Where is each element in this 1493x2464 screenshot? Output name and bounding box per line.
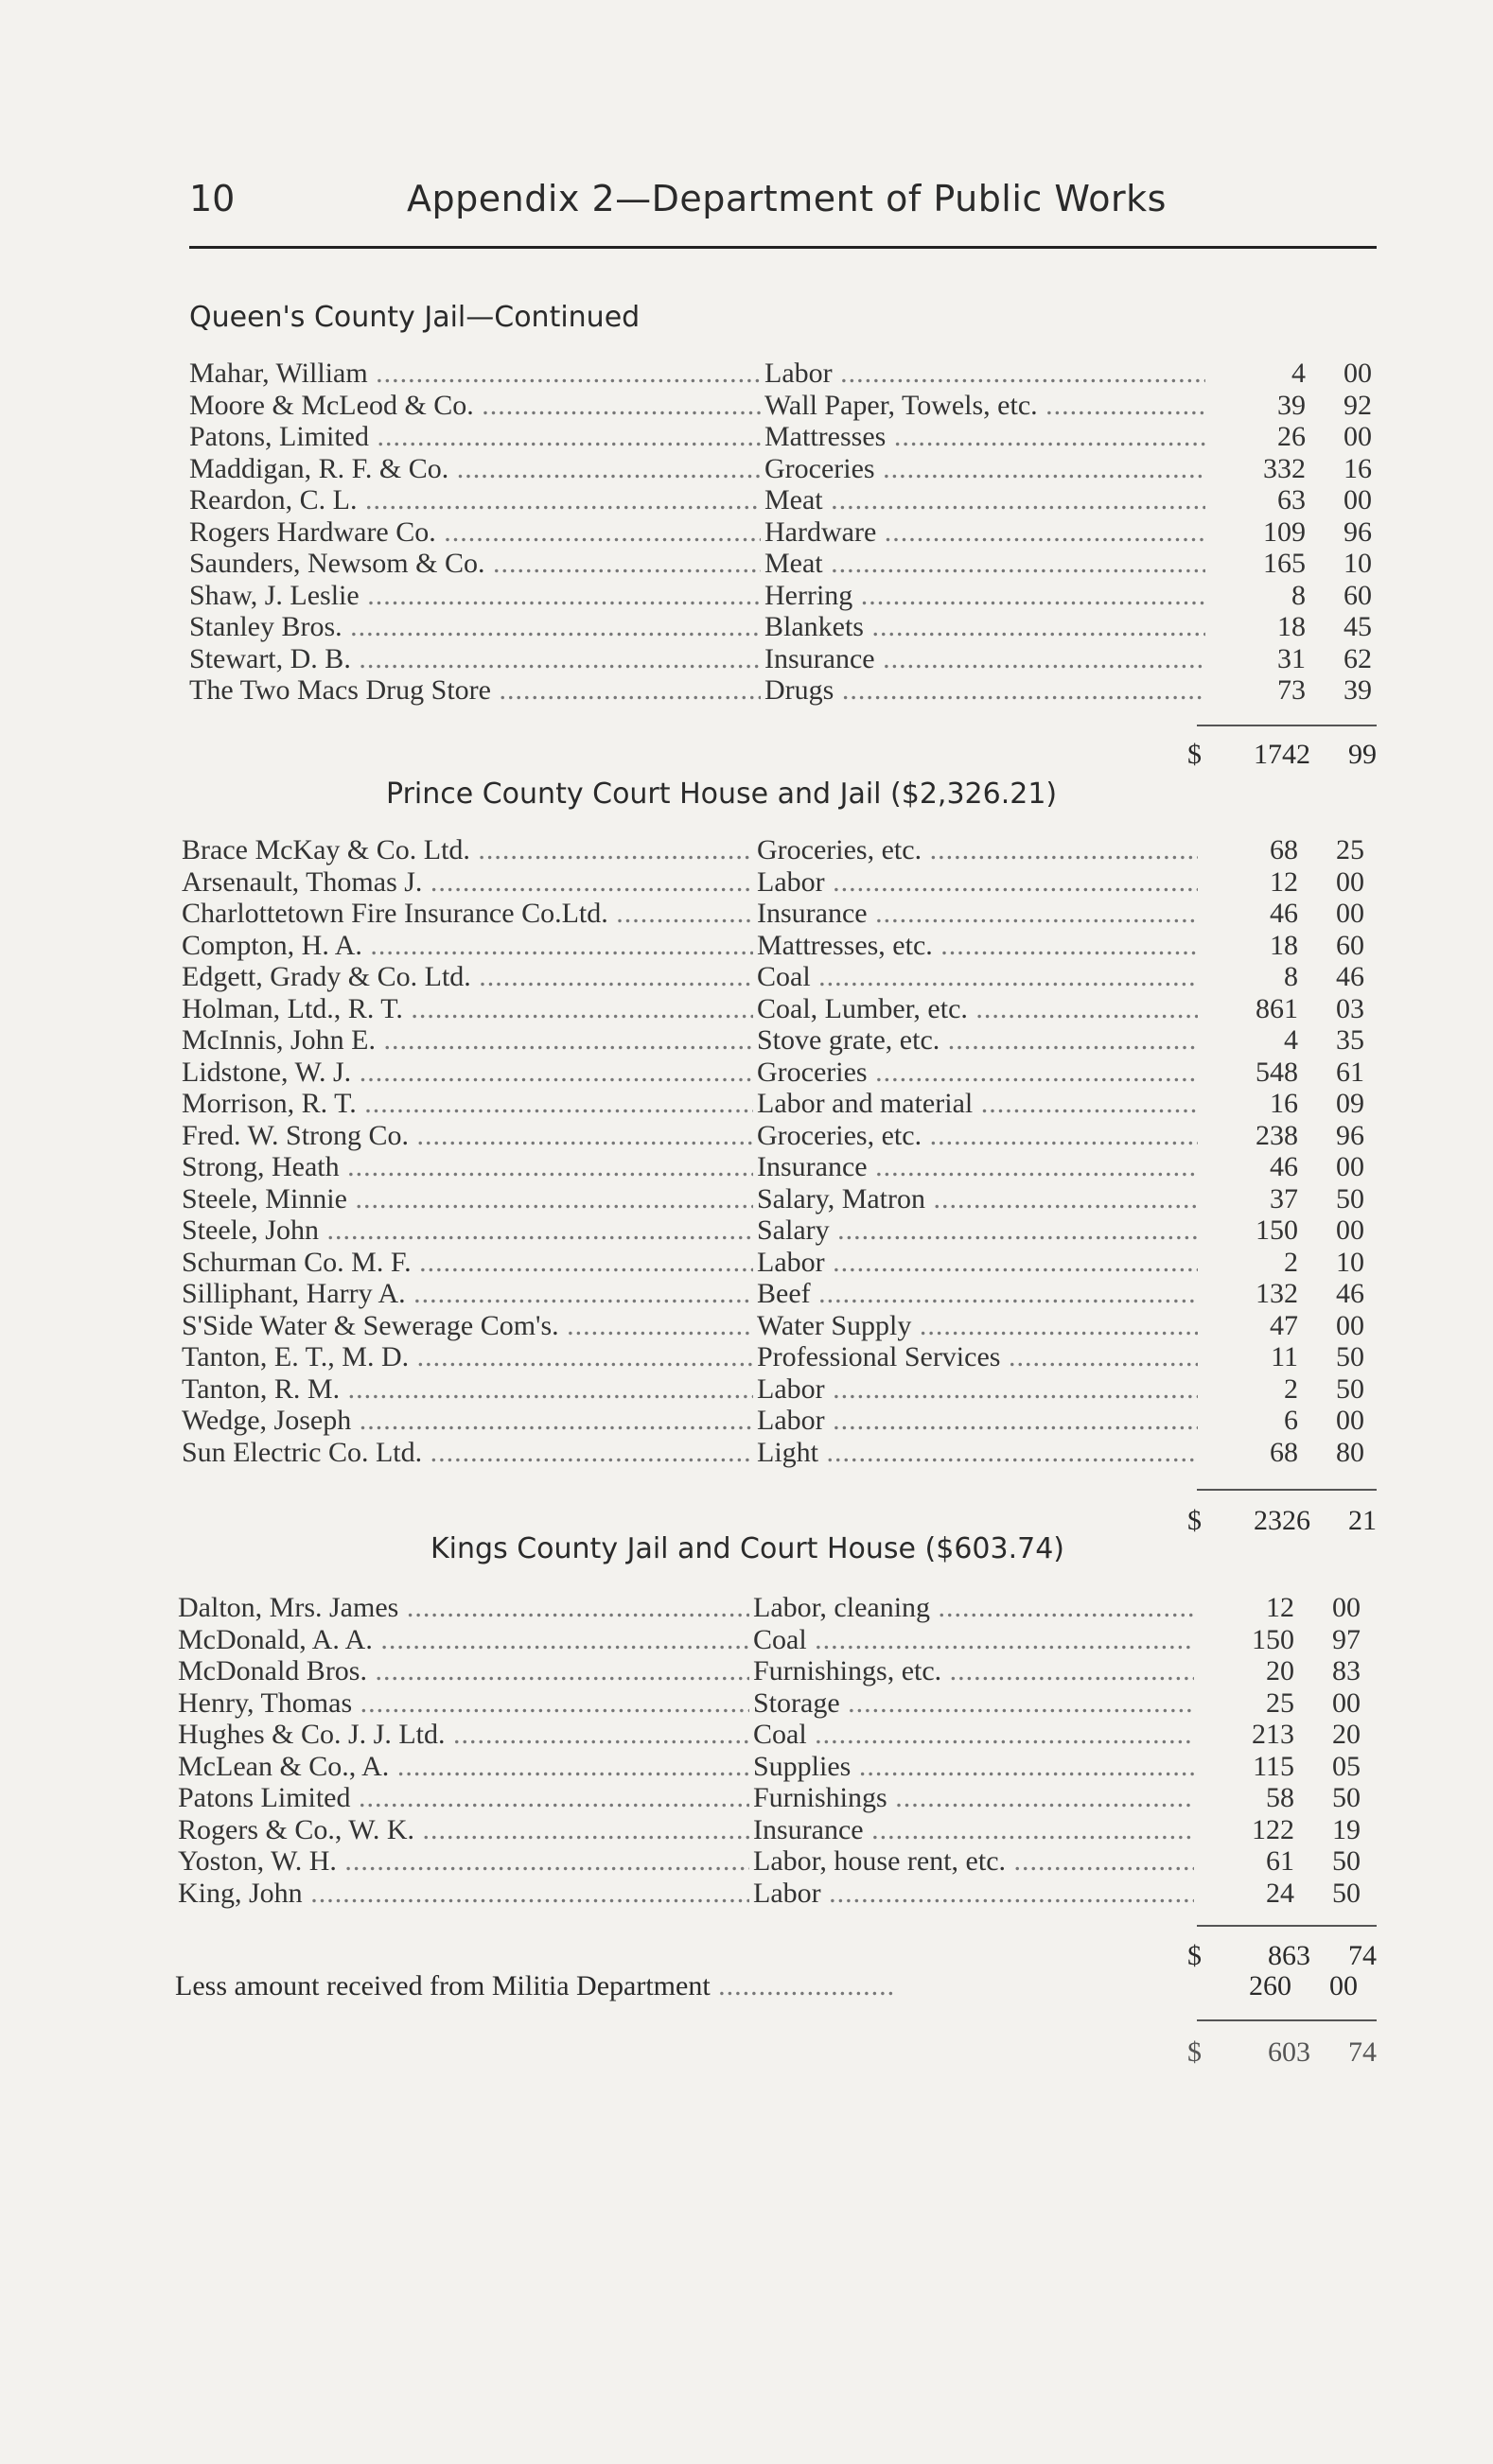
amount-dollars: 58	[1266, 1782, 1294, 1813]
payee-name: Compton, H. A. .....	[182, 930, 753, 962]
queens-heading: Queen's County Jail—Continued	[189, 301, 641, 334]
amount-dollars: 68	[1270, 834, 1298, 865]
ledger-row	[178, 1592, 1377, 1624]
ledger-row	[182, 961, 1377, 993]
expense-item: Labor and material .....	[757, 1088, 1198, 1120]
currency-sign: $	[1187, 1505, 1202, 1536]
amount-cents: 46	[1336, 961, 1364, 992]
amount-cents: 60	[1336, 929, 1364, 961]
amount-cents: 00	[1344, 358, 1372, 389]
ledger-row	[182, 1151, 1377, 1183]
payee-name: Steele, John .....	[182, 1215, 753, 1247]
expense-item: Labor, cleaning .....	[753, 1592, 1194, 1624]
amount-cents: 96	[1336, 1119, 1364, 1151]
payee-name: S'Side Water & Sewerage Com's. .....	[182, 1310, 753, 1342]
ledger-row	[182, 1341, 1377, 1373]
amount-cents: 83	[1332, 1655, 1361, 1686]
expense-item: Labor .....	[757, 1373, 1198, 1406]
amount-dollars: 109	[1263, 516, 1306, 548]
kings-total	[1187, 2036, 1377, 2070]
deduction-dollars: 260	[1249, 1970, 1291, 2001]
amount-cents: 05	[1332, 1750, 1361, 1782]
ledger-row	[182, 1057, 1377, 1089]
amount-cents: 96	[1344, 516, 1372, 548]
expense-item: Blankets .....	[764, 611, 1205, 643]
page-header	[189, 178, 1377, 235]
amount-dollars: 68	[1270, 1436, 1298, 1468]
amount-dollars: 2	[1284, 1246, 1298, 1278]
amount-cents: 50	[1332, 1782, 1361, 1813]
amount-dollars: 213	[1252, 1719, 1294, 1750]
expense-item: Drugs .....	[764, 674, 1205, 707]
amount-cents: 00	[1344, 484, 1372, 516]
ledger-row	[182, 834, 1377, 866]
amount-dollars: 548	[1256, 1056, 1298, 1088]
payee-name: Sun Electric Co. Ltd. .....	[182, 1437, 753, 1469]
ledger-row	[178, 1878, 1377, 1910]
total-dollars: 603	[1268, 2036, 1310, 2068]
amount-cents: 50	[1332, 1845, 1361, 1877]
militia-deduction-row	[175, 1969, 1377, 2003]
ledger-row	[182, 1120, 1377, 1152]
amount-dollars: 8	[1291, 579, 1306, 611]
ledger-row	[182, 1373, 1377, 1406]
amount-dollars: 63	[1277, 484, 1306, 516]
expense-item: Labor .....	[764, 358, 1205, 390]
amount-cents: 60	[1344, 579, 1372, 611]
kings-subtotal-rule	[1197, 1925, 1377, 1927]
payee-name: Steele, Minnie .....	[182, 1183, 753, 1215]
payee-name: Morrison, R. T. .....	[182, 1088, 753, 1120]
payee-name: McInnis, John E. .....	[182, 1024, 753, 1057]
ledger-row	[189, 580, 1377, 612]
amount-dollars: 150	[1256, 1215, 1298, 1246]
amount-dollars: 18	[1277, 611, 1306, 642]
amount-dollars: 26	[1277, 421, 1306, 452]
expense-item: Groceries, etc. .....	[757, 834, 1198, 866]
expense-item: Salary, Matron .....	[757, 1183, 1198, 1215]
payee-name: Stewart, D. B. .....	[189, 643, 761, 675]
amount-cents: 00	[1336, 1309, 1364, 1341]
payee-name: Brace McKay & Co. Ltd. .....	[182, 834, 753, 866]
amount-cents: 10	[1344, 548, 1372, 579]
payee-name: Dalton, Mrs. James .....	[178, 1592, 749, 1624]
expense-item: Beef .....	[757, 1278, 1198, 1310]
ledger-row	[182, 1405, 1377, 1437]
expense-item: Mattresses, etc. .....	[757, 930, 1198, 962]
expense-item: Furnishings .....	[753, 1782, 1194, 1814]
ledger-row	[182, 1437, 1377, 1469]
amount-cents: 45	[1344, 611, 1372, 642]
amount-cents: 46	[1336, 1278, 1364, 1309]
expense-item: Labor .....	[757, 1405, 1198, 1437]
expense-item: Salary .....	[757, 1215, 1198, 1247]
amount-dollars: 31	[1277, 642, 1306, 674]
page-number: 10	[189, 178, 236, 219]
ledger-row	[189, 516, 1377, 549]
kings-table	[178, 1592, 1377, 1909]
running-title: Appendix 2—Department of Public Works	[407, 178, 1167, 219]
ledger-row	[189, 674, 1377, 707]
expense-item: Coal .....	[753, 1624, 1194, 1656]
payee-name: Holman, Ltd., R. T. .....	[182, 993, 753, 1025]
amount-dollars: 12	[1266, 1592, 1294, 1623]
amount-cents: 39	[1344, 674, 1372, 706]
ledger-row	[178, 1782, 1377, 1814]
expense-item: Coal .....	[753, 1719, 1194, 1751]
payee-name: McLean & Co., A. .....	[178, 1751, 749, 1783]
payee-name: The Two Macs Drug Store .....	[189, 674, 761, 707]
payee-name: Lidstone, W. J. .....	[182, 1057, 753, 1089]
amount-dollars: 8	[1284, 961, 1298, 992]
amount-dollars: 861	[1256, 992, 1298, 1024]
expense-item: Meat .....	[764, 548, 1205, 580]
amount-dollars: 122	[1252, 1813, 1294, 1845]
amount-cents: 00	[1332, 1686, 1361, 1719]
amount-cents: 97	[1332, 1623, 1361, 1655]
amount-dollars: 16	[1270, 1088, 1298, 1119]
ledger-row	[189, 453, 1377, 485]
expense-item: Hardware .....	[764, 516, 1205, 549]
currency-sign: $	[1187, 1940, 1202, 1971]
amount-dollars: 47	[1270, 1309, 1298, 1341]
payee-name: Arsenault, Thomas J. .....	[182, 866, 753, 899]
payee-name: Shaw, J. Leslie .....	[189, 580, 761, 612]
prince-total-rule	[1197, 1489, 1377, 1491]
amount-cents: 03	[1336, 992, 1364, 1024]
ledger-row	[182, 1310, 1377, 1342]
payee-name: Rogers Hardware Co. .....	[189, 516, 761, 549]
kings-total-rule	[1197, 2019, 1377, 2021]
amount-dollars: 150	[1252, 1623, 1294, 1655]
ledger-row	[178, 1624, 1377, 1656]
total-cents: 74	[1348, 2036, 1377, 2068]
amount-dollars: 165	[1263, 548, 1306, 579]
amount-dollars: 61	[1266, 1845, 1294, 1877]
deduction-cents: 00	[1329, 1970, 1358, 2001]
payee-name: Maddigan, R. F. & Co. .....	[189, 453, 761, 485]
ledger-row	[178, 1814, 1377, 1846]
amount-cents: 10	[1336, 1246, 1364, 1278]
amount-dollars: 238	[1256, 1119, 1298, 1151]
expense-item: Light .....	[757, 1437, 1198, 1469]
amount-cents: 92	[1344, 389, 1372, 421]
expense-item: Labor .....	[757, 866, 1198, 899]
deduction-label: Less amount received from Militia Department .....	[175, 1969, 894, 2003]
payee-name: Mahar, William .....	[189, 358, 761, 390]
ledger-row	[189, 611, 1377, 643]
expense-item: Groceries, etc. .....	[757, 1120, 1198, 1152]
kings-subtotal	[1187, 1939, 1377, 1973]
amount-cents: 00	[1336, 1215, 1364, 1246]
amount-cents: 00	[1344, 421, 1372, 452]
ledger-row	[182, 1088, 1377, 1120]
ledger-row	[182, 866, 1377, 899]
amount-dollars: 12	[1270, 865, 1298, 898]
amount-dollars: 25	[1266, 1686, 1294, 1719]
payee-name: Charlottetown Fire Insurance Co.Ltd. .....	[182, 898, 753, 930]
amount-cents: 00	[1336, 898, 1364, 929]
payee-name: McDonald Bros. .....	[178, 1655, 749, 1687]
amount-dollars: 115	[1253, 1750, 1294, 1782]
payee-name: Rogers & Co., W. K. .....	[178, 1814, 749, 1846]
amount-cents: 35	[1336, 1024, 1364, 1056]
payee-name: Silliphant, Harry A. .....	[182, 1278, 753, 1310]
currency-sign: $	[1187, 739, 1202, 770]
expense-item: Insurance .....	[757, 1151, 1198, 1183]
amount-cents: 50	[1336, 1341, 1364, 1372]
total-cents: 21	[1348, 1505, 1377, 1536]
payee-name: Wedge, Joseph .....	[182, 1405, 753, 1437]
payee-name: Moore & McLeod & Co. .....	[189, 390, 761, 422]
amount-cents: 50	[1336, 1372, 1364, 1405]
queens-total-rule	[1197, 725, 1377, 726]
subtotal-cents: 74	[1348, 1940, 1377, 1971]
payee-name: Patons, Limited .....	[189, 421, 761, 453]
expense-item: Storage .....	[753, 1687, 1194, 1720]
payee-name: Strong, Heath .....	[182, 1151, 753, 1183]
expense-item: Herring .....	[764, 580, 1205, 612]
prince-total	[1187, 1504, 1377, 1538]
expense-item: Supplies .....	[753, 1751, 1194, 1783]
expense-item: Meat .....	[764, 484, 1205, 516]
queens-total	[1187, 738, 1377, 772]
ledger-row	[189, 548, 1377, 580]
amount-cents: 19	[1332, 1813, 1361, 1845]
expense-item: Mattresses .....	[764, 421, 1205, 453]
expense-item: Insurance .....	[764, 643, 1205, 675]
ledger-row	[189, 390, 1377, 422]
ledger-row	[178, 1655, 1377, 1687]
kings-heading: Kings County Jail and Court House ($603.74)	[430, 1532, 1064, 1565]
total-dollars: 1742	[1254, 739, 1310, 770]
amount-cents: 16	[1344, 452, 1372, 484]
expense-item: Labor .....	[757, 1247, 1198, 1279]
expense-item: Coal .....	[757, 961, 1198, 993]
amount-cents: 20	[1332, 1719, 1361, 1750]
amount-dollars: 73	[1277, 674, 1306, 706]
subtotal-dollars: 863	[1268, 1940, 1310, 1971]
amount-dollars: 11	[1271, 1341, 1298, 1372]
amount-dollars: 4	[1284, 1024, 1298, 1056]
amount-cents: 00	[1336, 1405, 1364, 1436]
expense-item: Groceries .....	[764, 453, 1205, 485]
payee-name: Henry, Thomas .....	[178, 1687, 749, 1720]
payee-name: McDonald, A. A. .....	[178, 1624, 749, 1656]
payee-name: Reardon, C. L. .....	[189, 484, 761, 516]
payee-name: Saunders, Newsom & Co. .....	[189, 548, 761, 580]
prince-heading: Prince County Court House and Jail ($2,326.21)	[386, 778, 1058, 811]
payee-name: Hughes & Co. J. J. Ltd. .....	[178, 1719, 749, 1751]
ledger-row	[182, 1215, 1377, 1247]
amount-cents: 00	[1336, 1151, 1364, 1182]
queens-table	[189, 358, 1377, 707]
payee-name: Edgett, Grady & Co. Ltd. .....	[182, 961, 753, 993]
expense-item: Insurance .....	[757, 898, 1198, 930]
amount-dollars: 46	[1270, 1151, 1298, 1182]
header-rule	[189, 246, 1377, 249]
ledger-row	[182, 1024, 1377, 1057]
ledger-row	[178, 1719, 1377, 1751]
expense-item: Furnishings, etc. .....	[753, 1655, 1194, 1687]
ledger-row	[178, 1751, 1377, 1783]
expense-item: Insurance .....	[753, 1814, 1194, 1846]
payee-name: Yoston, W. H. .....	[178, 1845, 749, 1878]
ledger-row	[182, 930, 1377, 962]
amount-cents: 00	[1332, 1592, 1361, 1623]
expense-item: Labor .....	[753, 1878, 1194, 1910]
total-dollars: 2326	[1254, 1505, 1310, 1536]
amount-cents: 00	[1336, 865, 1364, 898]
amount-cents: 50	[1336, 1182, 1364, 1215]
amount-dollars: 4	[1291, 358, 1306, 389]
amount-dollars: 2	[1284, 1372, 1298, 1405]
total-cents: 99	[1348, 739, 1377, 770]
payee-name: Patons Limited .....	[178, 1782, 749, 1814]
payee-name: Tanton, R. M. .....	[182, 1373, 753, 1406]
payee-name: Schurman Co. M. F. .....	[182, 1247, 753, 1279]
amount-dollars: 46	[1270, 898, 1298, 929]
prince-table	[182, 834, 1377, 1468]
amount-dollars: 20	[1266, 1655, 1294, 1686]
expense-item: Labor, house rent, etc. .....	[753, 1845, 1194, 1878]
expense-item: Professional Services .....	[757, 1341, 1198, 1373]
payee-name: Fred. W. Strong Co. .....	[182, 1120, 753, 1152]
ledger-row	[182, 993, 1377, 1025]
amount-cents: 80	[1336, 1436, 1364, 1468]
payee-name: Tanton, E. T., M. D. .....	[182, 1341, 753, 1373]
amount-dollars: 132	[1256, 1278, 1298, 1309]
payee-name: King, John .....	[178, 1878, 749, 1910]
ledger-row	[182, 1278, 1377, 1310]
amount-cents: 62	[1344, 642, 1372, 674]
amount-cents: 61	[1336, 1056, 1364, 1088]
expense-item: Coal, Lumber, etc. .....	[757, 993, 1198, 1025]
amount-dollars: 39	[1277, 389, 1306, 421]
amount-dollars: 332	[1263, 452, 1306, 484]
amount-cents: 50	[1332, 1877, 1361, 1909]
ledger-row	[189, 358, 1377, 390]
ledger-row	[189, 643, 1377, 675]
expense-item: Water Supply .....	[757, 1310, 1198, 1342]
amount-dollars: 18	[1270, 929, 1298, 961]
ledger-row	[178, 1845, 1377, 1878]
amount-dollars: 6	[1284, 1405, 1298, 1436]
ledger-row	[189, 484, 1377, 516]
expense-item: Wall Paper, Towels, etc. .....	[764, 390, 1205, 422]
ledger-row	[182, 898, 1377, 930]
ledger-row	[182, 1247, 1377, 1279]
amount-dollars: 37	[1270, 1182, 1298, 1215]
ledger-row	[189, 421, 1377, 453]
currency-sign: $	[1187, 2036, 1202, 2068]
amount-cents: 09	[1336, 1088, 1364, 1119]
expense-item: Groceries .....	[757, 1057, 1198, 1089]
ledger-row	[182, 1183, 1377, 1215]
amount-cents: 25	[1336, 834, 1364, 865]
amount-dollars: 24	[1266, 1877, 1294, 1909]
ledger-row	[178, 1687, 1377, 1720]
payee-name: Stanley Bros. .....	[189, 611, 761, 643]
expense-item: Stove grate, etc. .....	[757, 1024, 1198, 1057]
